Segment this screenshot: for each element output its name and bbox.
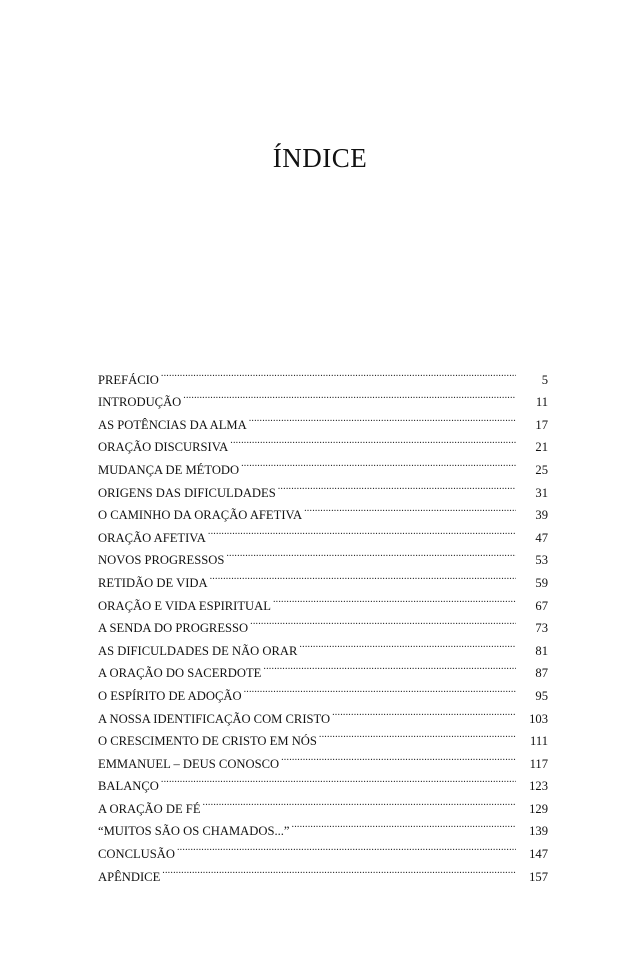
toc-dot-leader	[319, 723, 516, 746]
toc-dot-leader	[281, 745, 516, 768]
toc-entry-title: ORIGENS DAS DIFICULDADES	[98, 485, 276, 500]
toc-entry-title: “MUITOS SÃO OS CHAMADOS...”	[98, 824, 290, 839]
toc-entry	[98, 790, 548, 816]
toc-entry-title: AS DIFICULDADES DE NÃO ORAR	[98, 643, 298, 658]
toc-entry-page-number: 147	[529, 847, 548, 862]
toc-dot-leader	[249, 406, 516, 429]
toc-entry-title: ORAÇÃO AFETIVA	[98, 530, 206, 545]
toc-dot-leader	[183, 384, 516, 407]
toc-entry-title: MUDANÇA DE MÉTODO	[98, 462, 240, 477]
toc-entry-title: O CRESCIMENTO DE CRISTO EM NÓS	[98, 734, 317, 749]
toc-entry-page-number: 157	[529, 869, 548, 884]
toc-entry-title: A SENDA DO PROGRESSO	[98, 621, 249, 636]
toc-entry-title: APÊNDICE	[98, 869, 161, 884]
toc-dot-leader	[241, 451, 516, 474]
toc-dot-leader	[332, 700, 516, 723]
toc-dot-leader	[161, 361, 516, 384]
toc-dot-leader	[273, 587, 516, 610]
page-title: ÍNDICE	[272, 143, 368, 173]
toc-entry-title: ORAÇÃO DISCURSIVA	[98, 440, 229, 455]
toc-dot-leader	[177, 835, 516, 858]
toc-entry-page-number: 95	[535, 688, 548, 703]
toc-entry-title: INTRODUÇÃO	[98, 395, 182, 410]
toc-dot-leader	[203, 790, 516, 813]
toc-dot-leader	[208, 519, 516, 542]
toc-entry-page-number: 111	[530, 734, 548, 749]
toc-entry	[98, 384, 548, 410]
toc-entry-page-number: 129	[529, 801, 548, 816]
toc-entry-title: NOVOS PROGRESSOS	[98, 553, 225, 568]
toc-dot-leader	[278, 474, 516, 497]
toc-entry-page-number: 123	[529, 779, 548, 794]
toc-entry-page-number: 59	[535, 575, 548, 590]
toc-dot-leader	[230, 429, 516, 452]
toc-entry	[98, 361, 548, 387]
toc-entry-title: AS POTÊNCIAS DA ALMA	[98, 417, 247, 432]
table-of-contents	[98, 361, 548, 884]
toc-dot-leader	[263, 655, 516, 678]
toc-entry-page-number: 5	[541, 372, 548, 387]
toc-entry-page-number: 53	[535, 553, 548, 568]
toc-entry-page-number: 67	[535, 598, 548, 613]
toc-dot-leader	[161, 768, 516, 791]
toc-dot-leader	[226, 542, 516, 565]
toc-entry-page-number: 39	[535, 508, 548, 523]
toc-entry-page-number: 139	[529, 824, 548, 839]
toc-entry-page-number: 103	[529, 711, 548, 726]
toc-dot-leader	[162, 858, 516, 881]
toc-entry-title: CONCLUSÃO	[98, 847, 175, 862]
toc-entry-title: EMMANUEL – DEUS CONOSCO	[98, 756, 280, 771]
toc-entry-page-number: 81	[535, 643, 548, 658]
toc-dot-leader	[304, 497, 516, 520]
toc-entry-title: A ORAÇÃO DE FÉ	[98, 801, 201, 816]
toc-entry-title: PREFÁCIO	[98, 372, 159, 387]
toc-entry-title: O ESPÍRITO DE ADOÇÃO	[98, 688, 242, 703]
toc-entry-title: BALANÇO	[98, 779, 159, 794]
toc-entry-title: ORAÇÃO E VIDA ESPIRITUAL	[98, 598, 271, 613]
toc-entry-page-number: 11	[535, 395, 548, 410]
toc-entry-page-number: 117	[529, 756, 548, 771]
toc-dot-leader	[250, 610, 516, 633]
toc-entry-page-number: 73	[535, 621, 548, 636]
toc-dot-leader	[292, 813, 517, 836]
toc-entry-page-number: 47	[535, 530, 548, 545]
toc-entry-title: A ORAÇÃO DO SACERDOTE	[98, 666, 262, 681]
toc-entry-page-number: 17	[535, 417, 548, 432]
toc-entry	[98, 858, 548, 884]
toc-entry	[98, 768, 548, 794]
toc-entry-page-number: 25	[535, 462, 548, 477]
toc-entry-title: O CAMINHO DA ORAÇÃO AFETIVA	[98, 508, 303, 523]
toc-entry-page-number: 21	[535, 440, 548, 455]
toc-dot-leader	[299, 632, 516, 655]
toc-dot-leader	[244, 677, 516, 700]
toc-entry-title: A NOSSA IDENTIFICAÇÃO COM CRISTO	[98, 711, 331, 726]
toc-entry-title: RETIDÃO DE VIDA	[98, 575, 208, 590]
toc-entry-page-number: 31	[535, 485, 548, 500]
toc-dot-leader	[210, 564, 516, 587]
toc-entry-page-number: 87	[535, 666, 548, 681]
